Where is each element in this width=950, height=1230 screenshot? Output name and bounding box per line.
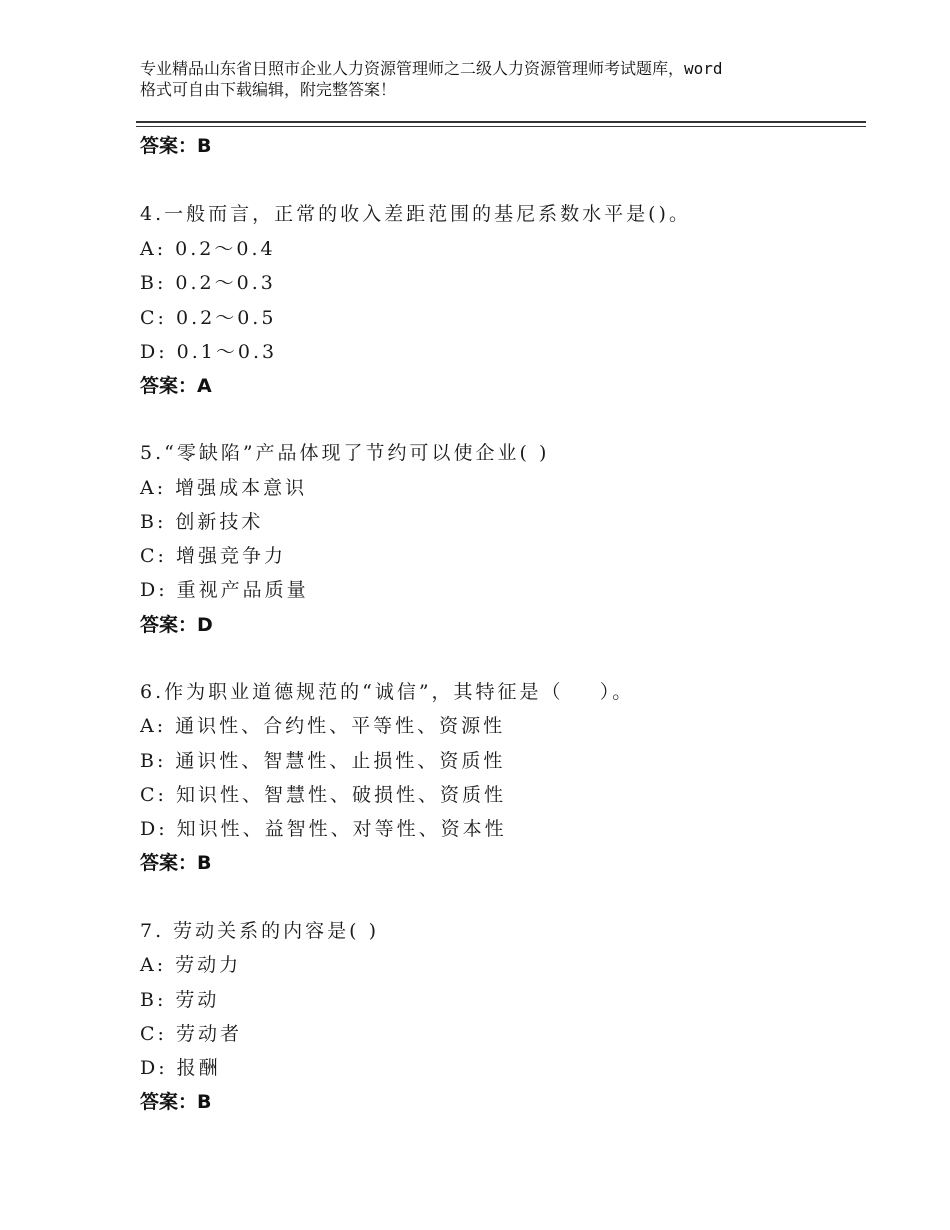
answer-line: 答案：B bbox=[140, 1091, 212, 1113]
answer-line: 答案：A bbox=[140, 375, 212, 397]
question-stem: 5.“零缺陷”产品体现了节约可以使企业( ) bbox=[140, 442, 550, 464]
option-d: D: 报酬 bbox=[140, 1057, 221, 1079]
option-a: A: 劳动力 bbox=[140, 954, 242, 976]
answer-line: 答案：B bbox=[140, 135, 212, 157]
option-c: C: 0.2～0.5 bbox=[140, 307, 277, 329]
option-a: A: 增强成本意识 bbox=[140, 477, 308, 499]
answer-line: 答案：D bbox=[140, 614, 213, 636]
document-header bbox=[140, 58, 840, 100]
option-c: C: 劳动者 bbox=[140, 1023, 242, 1045]
question-stem: 6.作为职业道德规范的“诚信”，其特征是（ ）。 bbox=[140, 681, 635, 703]
question-stem: 4.一般而言，正常的收入差距范围的基尼系数水平是()。 bbox=[140, 203, 691, 225]
option-a: A: 0.2～0.4 bbox=[140, 238, 276, 260]
option-c: C: 知识性、智慧性、破损性、资质性 bbox=[140, 784, 506, 806]
answer-line: 答案：B bbox=[140, 852, 212, 874]
option-b: B: 0.2～0.3 bbox=[140, 272, 276, 294]
header-rule-thick bbox=[136, 121, 866, 123]
option-b: B: 通识性、智慧性、止损性、资质性 bbox=[140, 750, 506, 772]
option-b: B: 创新技术 bbox=[140, 511, 264, 533]
option-d: D: 重视产品质量 bbox=[140, 579, 309, 601]
header-rule-thin bbox=[136, 126, 866, 127]
header-line-2: 格式可自由下载编辑，附完整答案！ bbox=[140, 80, 397, 99]
option-b: B: 劳动 bbox=[140, 989, 220, 1011]
option-a: A: 通识性、合约性、平等性、资源性 bbox=[140, 715, 506, 737]
question-stem: 7. 劳动关系的内容是( ) bbox=[140, 920, 380, 942]
option-d: D: 知识性、益智性、对等性、资本性 bbox=[140, 818, 507, 840]
option-d: D: 0.1～0.3 bbox=[140, 341, 278, 363]
option-c: C: 增强竞争力 bbox=[140, 545, 286, 567]
header-line-1: 专业精品山东省日照市企业人力资源管理师之二级人力资源管理师考试题库，word bbox=[140, 59, 723, 78]
